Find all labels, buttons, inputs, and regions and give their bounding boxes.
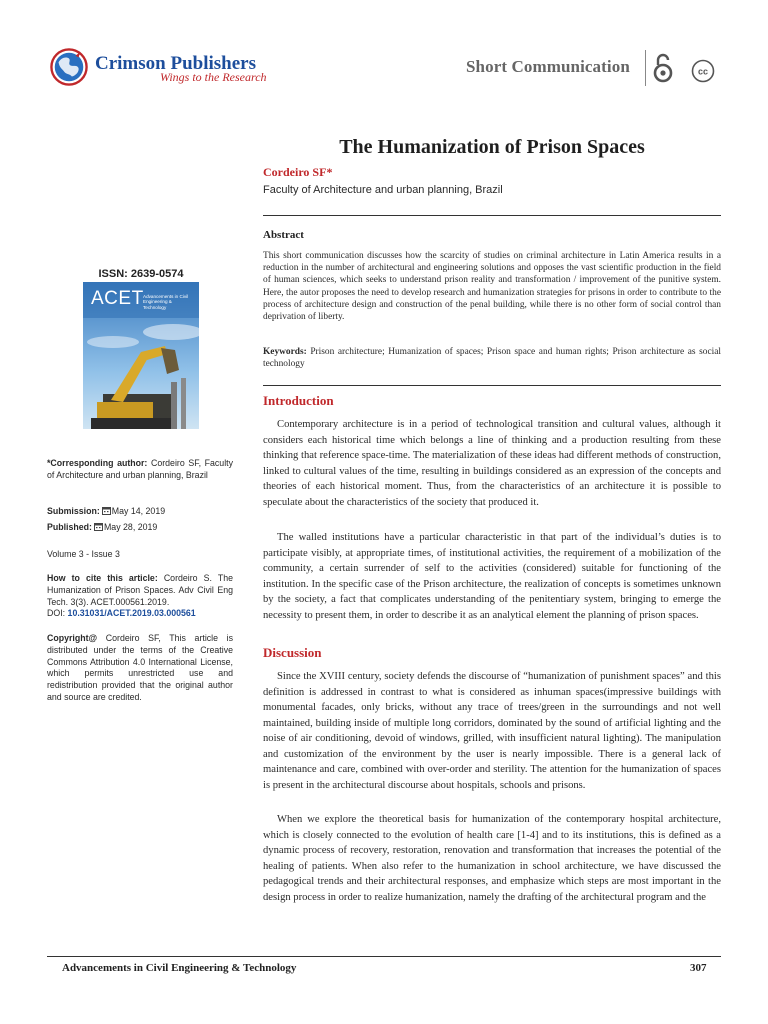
cover-journal-name: Advancements in Civil Engineering & Technology xyxy=(143,294,189,310)
copyright-label: Copyright@ xyxy=(47,633,98,643)
volume-issue: Volume 3 - Issue 3 xyxy=(47,549,120,559)
discussion-paragraph-1: Since the XVIII century, society defends the discourse of “humanization of punishment spaces” and this definition is addressed in contrast to what is considered as inhuman spaces(impressive buildings with monumental facades, only bricks, without any trace of trees/green in the surroundings and not well maintained, building inside of multiple long corridors, dominated by the sound of artificial lighting and the noise of air conditioning, devoid of windows, grilled, with insufficient natural lighting). The manipulation and customization of the environment by the user is nearly impossible. There is a general lack of maintenance and care, combined with over-order and sterility. The attention for the humanization of spaces is present in the architectural discourse about hospitals, schools and prisons. xyxy=(263,671,721,791)
open-access-icon[interactable] xyxy=(652,52,674,84)
publisher-name: Crimson Publishers xyxy=(95,53,256,74)
discussion-paragraph-2: When we explore the theoretical basis for humanization of the contemporary hospital architecture, which is closely connected to the evolution of health care [1-4] and to its institutions, this is defined as a dynamic process of recovery, restoration, renovation and transformation that increases the potential of the healing of patients. When also refer to the humanization in school architecture, we have discussed the pedagogical trends and their architectural responses, and emphasize which steps are most important in the design process in order to realize humanization, namely the drafting of the architectural program and the xyxy=(263,814,721,903)
keywords-label: Keywords: xyxy=(263,347,307,357)
abstract-text: This short communication discusses how the scarcity of studies on criminal architecture in Latin America results in a reduction in the number of architectural and engineering solutions and opposes the vast scientific production in the field of human sciences, which seeks to understand prison reality and transformation / improvement of the punitive system. Here, the autor proposes the need to develop research and humanization strategies for prisons in order to contribute to the process of architecture design and construction of the penal building, while there is no other form of social control than deprivation of liberty. xyxy=(263,251,721,323)
page-number: 307 xyxy=(690,962,707,974)
doi-label: DOI: xyxy=(47,608,66,619)
corresponding-label: *Corresponding author: xyxy=(47,458,148,468)
corresponding-author xyxy=(47,458,233,482)
footer-divider xyxy=(47,956,721,957)
calendar-icon xyxy=(102,506,111,515)
article-type-label: Short Communication xyxy=(466,57,630,76)
creative-commons-icon[interactable] xyxy=(691,59,715,83)
copyright xyxy=(47,633,233,704)
author-affiliation: Faculty of Architecture and urban planning, Brazil xyxy=(263,184,503,196)
intro-paragraph-1: Contemporary architecture is in a period of technological transition and cultural values, although it considers each historical time which belongs a line of thinking and a production resulting from these thinking that reference space-time. The materialization of these ideas had different methods of construction, linked to cultural values of the time, resulting in buildings considered as an expression of the concepts and theories of each historical moment. Thus, from the characteristics of an architecture it is possible to speculate about the characteristics of the society that produced it. xyxy=(263,419,721,508)
copyright-text: Cordeiro SF, This article is distributed under the terms of the Creative Commons Attribution 4.0 International License, which permits unrestricted use and redistribution provided that the original author and source are credited. xyxy=(47,633,234,702)
article-title: The Humanization of Prison Spaces xyxy=(339,136,645,158)
section-heading-discussion: Discussion xyxy=(263,645,322,660)
section-heading-introduction: Introduction xyxy=(263,393,334,408)
globe-logo-icon xyxy=(50,48,88,86)
cite-text: Cordeiro S. The Humanization of Prison Spaces. Adv Civil Eng Tech. 3(3). ACET.000561.2019. xyxy=(47,573,233,607)
svg-text:cc: cc xyxy=(697,66,709,77)
cover-journal-abbrev: ACET xyxy=(91,288,144,309)
abstract-divider xyxy=(263,385,721,386)
author-name: Cordeiro SF* xyxy=(263,165,333,179)
abstract-heading: Abstract xyxy=(263,229,304,241)
submission-date-line xyxy=(47,506,233,518)
published-date-line xyxy=(47,522,233,534)
publisher-tagline: Wings to the Research xyxy=(160,70,267,84)
submission-date: May 14, 2019 xyxy=(111,506,166,516)
published-label: Published: xyxy=(47,522,92,532)
corresponding-text: Cordeiro SF, Faculty of Architecture and urban planning, Brazil xyxy=(47,458,233,480)
title-divider xyxy=(263,215,721,216)
doi-link[interactable]: 10.31031/ACET.2019.03.000561 xyxy=(67,608,196,619)
submission-label: Submission: xyxy=(47,506,100,516)
intro-paragraph-2: The walled institutions have a particular characteristic in that part of the individual’s duties is to participate visibly, at appropriate times, of institutional activities, the requirement of a mobilization of the community, a certain surrender of self to the activities (considered) suitable for functioning of the institution. In the specific case of the Prison architecture, the realization of concepts is sometimes unknown by the society, a fact that complicates understanding of the penitentiary system, bringing to emerge the necessity to present them, in order to describe it as an analytical element the planning of prison spaces. xyxy=(263,532,721,621)
calendar-icon xyxy=(94,522,103,531)
keywords xyxy=(263,346,721,371)
keywords-text: Prison architecture; Humanization of spaces; Prison space and human rights; Prison architecture as social technology xyxy=(263,347,721,370)
citation xyxy=(47,573,233,620)
header-divider xyxy=(645,50,646,86)
published-date: May 28, 2019 xyxy=(103,522,158,532)
footer-journal-name: Advancements in Civil Engineering & Technology xyxy=(62,962,297,974)
issn: ISSN: 2639-0574 xyxy=(98,268,184,280)
cite-label: How to cite this article: xyxy=(47,573,158,583)
